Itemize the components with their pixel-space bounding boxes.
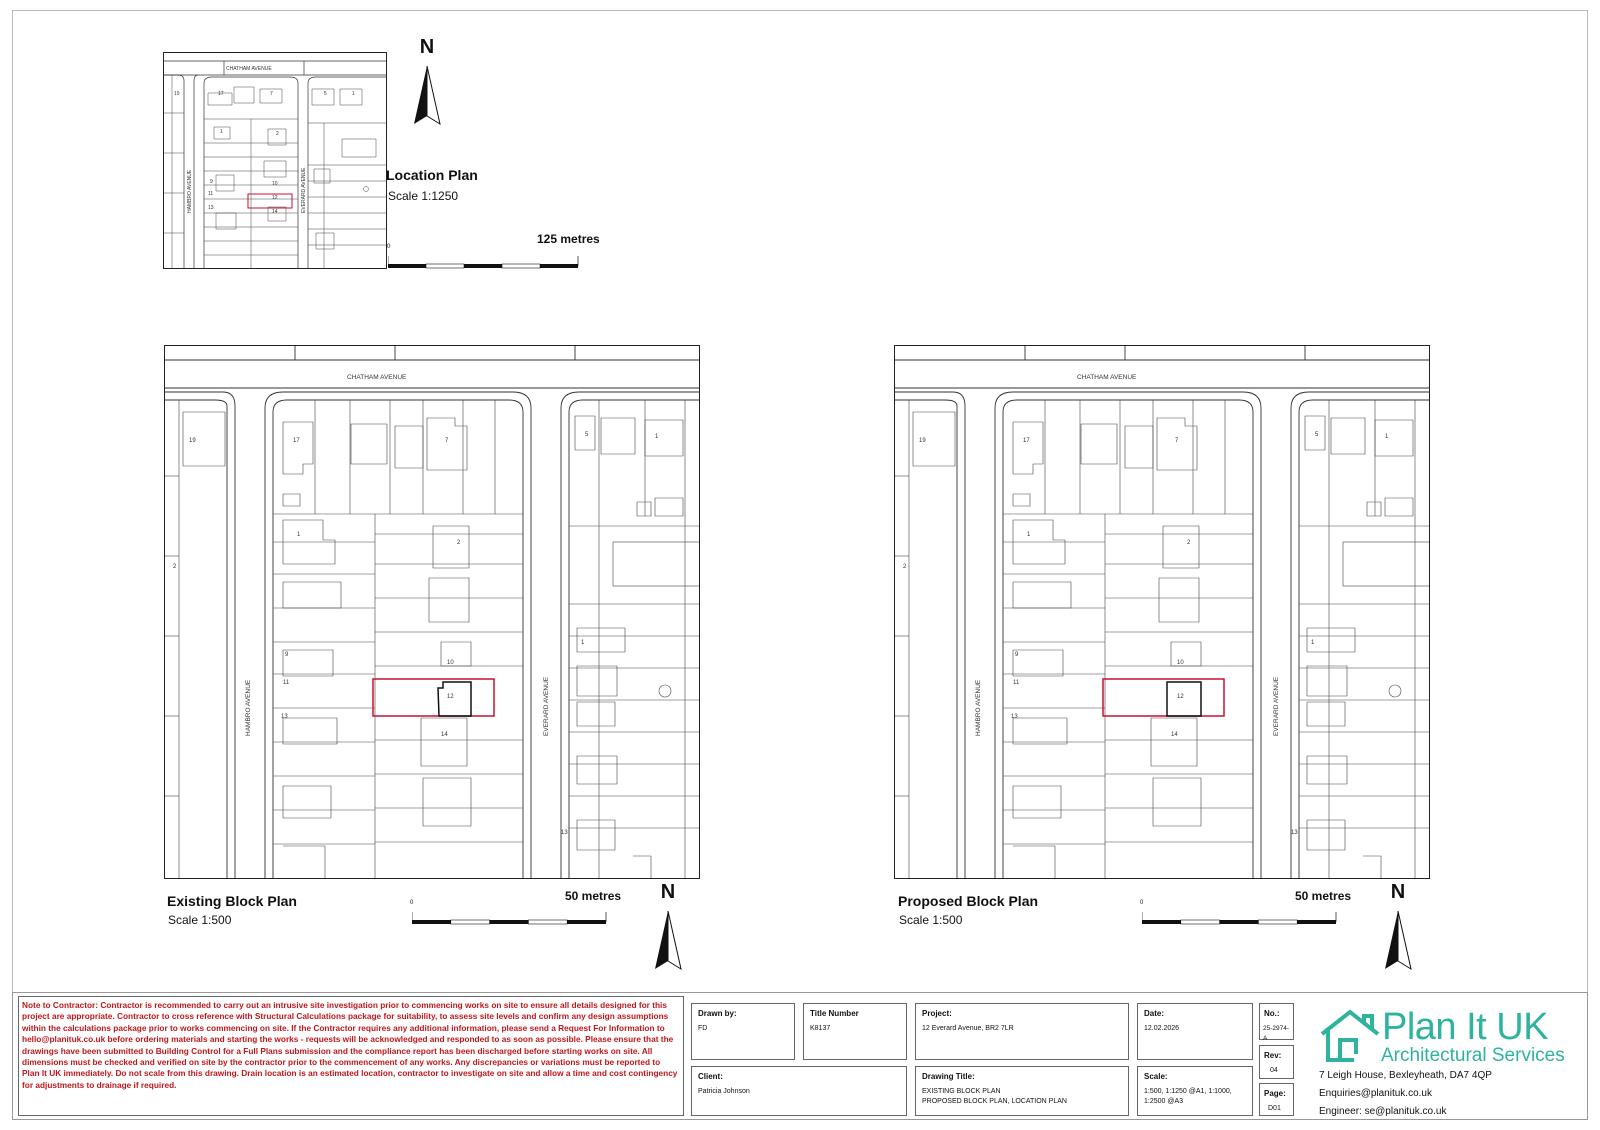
- drawing-title-box: [915, 1066, 1129, 1116]
- company-tagline: Architectural Services: [1381, 1045, 1565, 1066]
- house-number: 14: [1171, 732, 1178, 738]
- proposed-plan-title: Proposed Block Plan: [898, 893, 1039, 909]
- existing-block-plan-drawing: [165, 346, 700, 879]
- house-number: 7: [270, 91, 273, 97]
- scale-bar-zero: 0: [387, 244, 391, 250]
- house-number: 17: [293, 438, 300, 444]
- proposed-block-plan-map: [894, 345, 1430, 879]
- north-arrow-icon: [410, 40, 444, 130]
- house-number: 5: [585, 432, 589, 438]
- number-box: [1259, 1003, 1294, 1040]
- house-number: 9: [1015, 652, 1019, 658]
- north-arrow-icon: [651, 885, 685, 975]
- number-value: 25-2974-A: [1263, 1025, 1290, 1042]
- house-number: 9: [210, 179, 213, 185]
- scale-line2: 1:2500 @A3: [1144, 1098, 1184, 1105]
- drawing-title-label: Drawing Title:: [922, 1072, 975, 1081]
- house-number: 2: [1187, 540, 1191, 546]
- street-label: EVERARD AVENUE: [543, 676, 550, 736]
- house-number: 13: [561, 830, 568, 836]
- house-number: 13: [281, 714, 288, 720]
- house-number: 9: [285, 652, 289, 658]
- street-label: CHATHAM AVENUE: [226, 66, 272, 72]
- page-value: D01: [1268, 1105, 1281, 1112]
- project-value: 12 Everard Avenue, BR2 7LR: [922, 1025, 1014, 1032]
- street-label: EVERARD AVENUE: [301, 167, 307, 213]
- drawn-by-value: FD: [698, 1025, 708, 1032]
- house-number: 11: [283, 680, 290, 686]
- house-number: 19: [174, 91, 180, 97]
- house-number: 12: [447, 694, 454, 700]
- street-label: EVERARD AVENUE: [1273, 676, 1280, 736]
- location-north-arrow: [410, 36, 444, 130]
- proposed-block-plan-drawing: [895, 346, 1430, 879]
- date-box: [1137, 1003, 1253, 1060]
- drawing-title-line2: PROPOSED BLOCK PLAN, LOCATION PLAN: [922, 1098, 1067, 1105]
- rev-box: [1259, 1045, 1294, 1079]
- street-label: HAMBRO AVENUE: [187, 169, 193, 213]
- existing-block-plan-map: [164, 345, 700, 879]
- house-number: 7: [1175, 438, 1179, 444]
- client-value: Patricia Johnson: [698, 1088, 750, 1095]
- title-number-label: Title Number: [810, 1009, 859, 1018]
- street-label: HAMBRO AVENUE: [245, 679, 252, 736]
- house-number: 1: [581, 640, 585, 646]
- page-label: Page:: [1264, 1089, 1286, 1098]
- house-number: 11: [1013, 680, 1020, 686]
- house-number: 19: [189, 438, 196, 444]
- house-number: 1: [1385, 434, 1389, 440]
- existing-plan-scale: Scale 1:500: [168, 913, 232, 927]
- existing-north-arrow: [651, 881, 685, 975]
- company-engineer[interactable]: Engineer: se@planituk.co.uk: [1319, 1106, 1447, 1117]
- house-number: 2: [276, 131, 279, 137]
- location-plan-title: Location Plan: [386, 167, 478, 183]
- location-plan-drawing: [164, 53, 387, 269]
- street-label: CHATHAM AVENUE: [347, 374, 407, 381]
- title-number-value: K8137: [810, 1025, 831, 1032]
- contractor-note: Note to Contractor: Contractor is recommended to carry out an intrusive site investigation prior to commencing works on site to ensure all details designed for this project are appropriate. Contractor to cross reference with Structural Calculations package for suitability, to assess site levels and confirm any design assumptions within the calculations package prior to works commencing on site. If the Contractor requires any additional information, please send a Request For Information to hello@planituk.co.uk before ordering materials and starting the works - requests will be acknowledged and responded to as soon as possible. Please ensure that the drawings have been submitted to Building Control for a Full Plans submission and the compliance report has been discharged before starting works on site. All dimensions must be checked and verified on site by the contractor prior to the commencement of any works. Any discrepancies or variations must be reported to Plan It UK immediately. Do not scale from this drawing. Drain location is an estimated location, contractor to investigate on site and allow a time and cost contingency for adjustments to drainage if required.: [22, 1000, 678, 1090]
- house-number: 13: [1011, 714, 1018, 720]
- drawing-title-line1: EXISTING BLOCK PLAN: [922, 1088, 1001, 1095]
- house-number: 1: [655, 434, 659, 440]
- scale-bar-zero: 0: [410, 900, 414, 906]
- house-number: 1: [1027, 532, 1031, 538]
- company-address: 7 Leigh House, Bexleyheath, DA7 4QP: [1319, 1070, 1492, 1081]
- project-label: Project:: [922, 1009, 952, 1018]
- north-label: N: [660, 881, 676, 903]
- client-label: Client:: [698, 1072, 723, 1081]
- existing-scale-bar-label: 50 metres: [565, 889, 622, 903]
- number-label: No.:: [1264, 1009, 1280, 1018]
- street-label: CHATHAM AVENUE: [1077, 374, 1137, 381]
- proposed-scale-bar-label: 50 metres: [1295, 889, 1352, 903]
- house-number: 17: [218, 91, 224, 97]
- house-number: 5: [1315, 432, 1319, 438]
- house-number: 12: [272, 195, 278, 201]
- existing-scale-bar: [412, 908, 608, 926]
- house-number: 1: [220, 129, 223, 135]
- scale-line1: 1:500, 1:1250 @A1, 1:1000,: [1144, 1088, 1232, 1095]
- house-number: 7: [445, 438, 449, 444]
- existing-plan-title: Existing Block Plan: [167, 893, 297, 909]
- company-name: Plan It UK: [1382, 1006, 1549, 1048]
- drawn-by-label: Drawn by:: [698, 1009, 737, 1018]
- page-box: [1259, 1083, 1294, 1116]
- house-number: 1: [352, 91, 355, 97]
- date-label: Date:: [1144, 1009, 1165, 1018]
- street-label: HAMBRO AVENUE: [975, 679, 982, 736]
- house-number: 12: [1177, 694, 1184, 700]
- house-number: 2: [173, 564, 177, 570]
- house-number: 19: [919, 438, 926, 444]
- house-logo-icon: [1318, 1008, 1382, 1064]
- title-number-box: [803, 1003, 907, 1060]
- scale-bar-zero: 0: [1140, 900, 1144, 906]
- house-number: 17: [1023, 438, 1030, 444]
- house-number: 2: [903, 564, 907, 570]
- drawn-by-box: [691, 1003, 795, 1060]
- house-number: 11: [208, 191, 214, 197]
- location-plan-scale: Scale 1:1250: [388, 189, 459, 203]
- proposed-plan-scale: Scale 1:500: [899, 913, 963, 927]
- client-box: [691, 1066, 907, 1116]
- north-label: N: [1390, 881, 1406, 903]
- location-scale-bar: [388, 252, 580, 270]
- north-label: N: [419, 36, 435, 58]
- proposed-scale-bar: [1142, 908, 1338, 926]
- house-number: 10: [447, 660, 454, 666]
- house-number: 13: [1291, 830, 1298, 836]
- rev-label: Rev:: [1264, 1051, 1282, 1060]
- date-value: 12.02.2026: [1144, 1025, 1180, 1032]
- proposed-north-arrow: [1381, 881, 1415, 975]
- scale-label: Scale:: [1144, 1072, 1168, 1081]
- company-enquiries[interactable]: Enquiries@planituk.co.uk: [1319, 1088, 1432, 1099]
- house-number: 14: [272, 209, 278, 215]
- house-number: 5: [324, 91, 327, 97]
- house-number: 2: [457, 540, 461, 546]
- house-number: 13: [208, 205, 214, 211]
- north-arrow-icon: [1381, 885, 1415, 975]
- house-number: 10: [1177, 660, 1184, 666]
- house-number: 14: [441, 732, 448, 738]
- location-scale-bar-label: 125 metres: [537, 232, 600, 246]
- house-number: 1: [297, 532, 301, 538]
- house-number: 10: [272, 181, 278, 187]
- location-plan-map: [163, 52, 387, 269]
- house-number: 1: [1311, 640, 1315, 646]
- scale-box: [1137, 1066, 1253, 1116]
- rev-value: 04: [1270, 1067, 1278, 1074]
- project-box: [915, 1003, 1129, 1060]
